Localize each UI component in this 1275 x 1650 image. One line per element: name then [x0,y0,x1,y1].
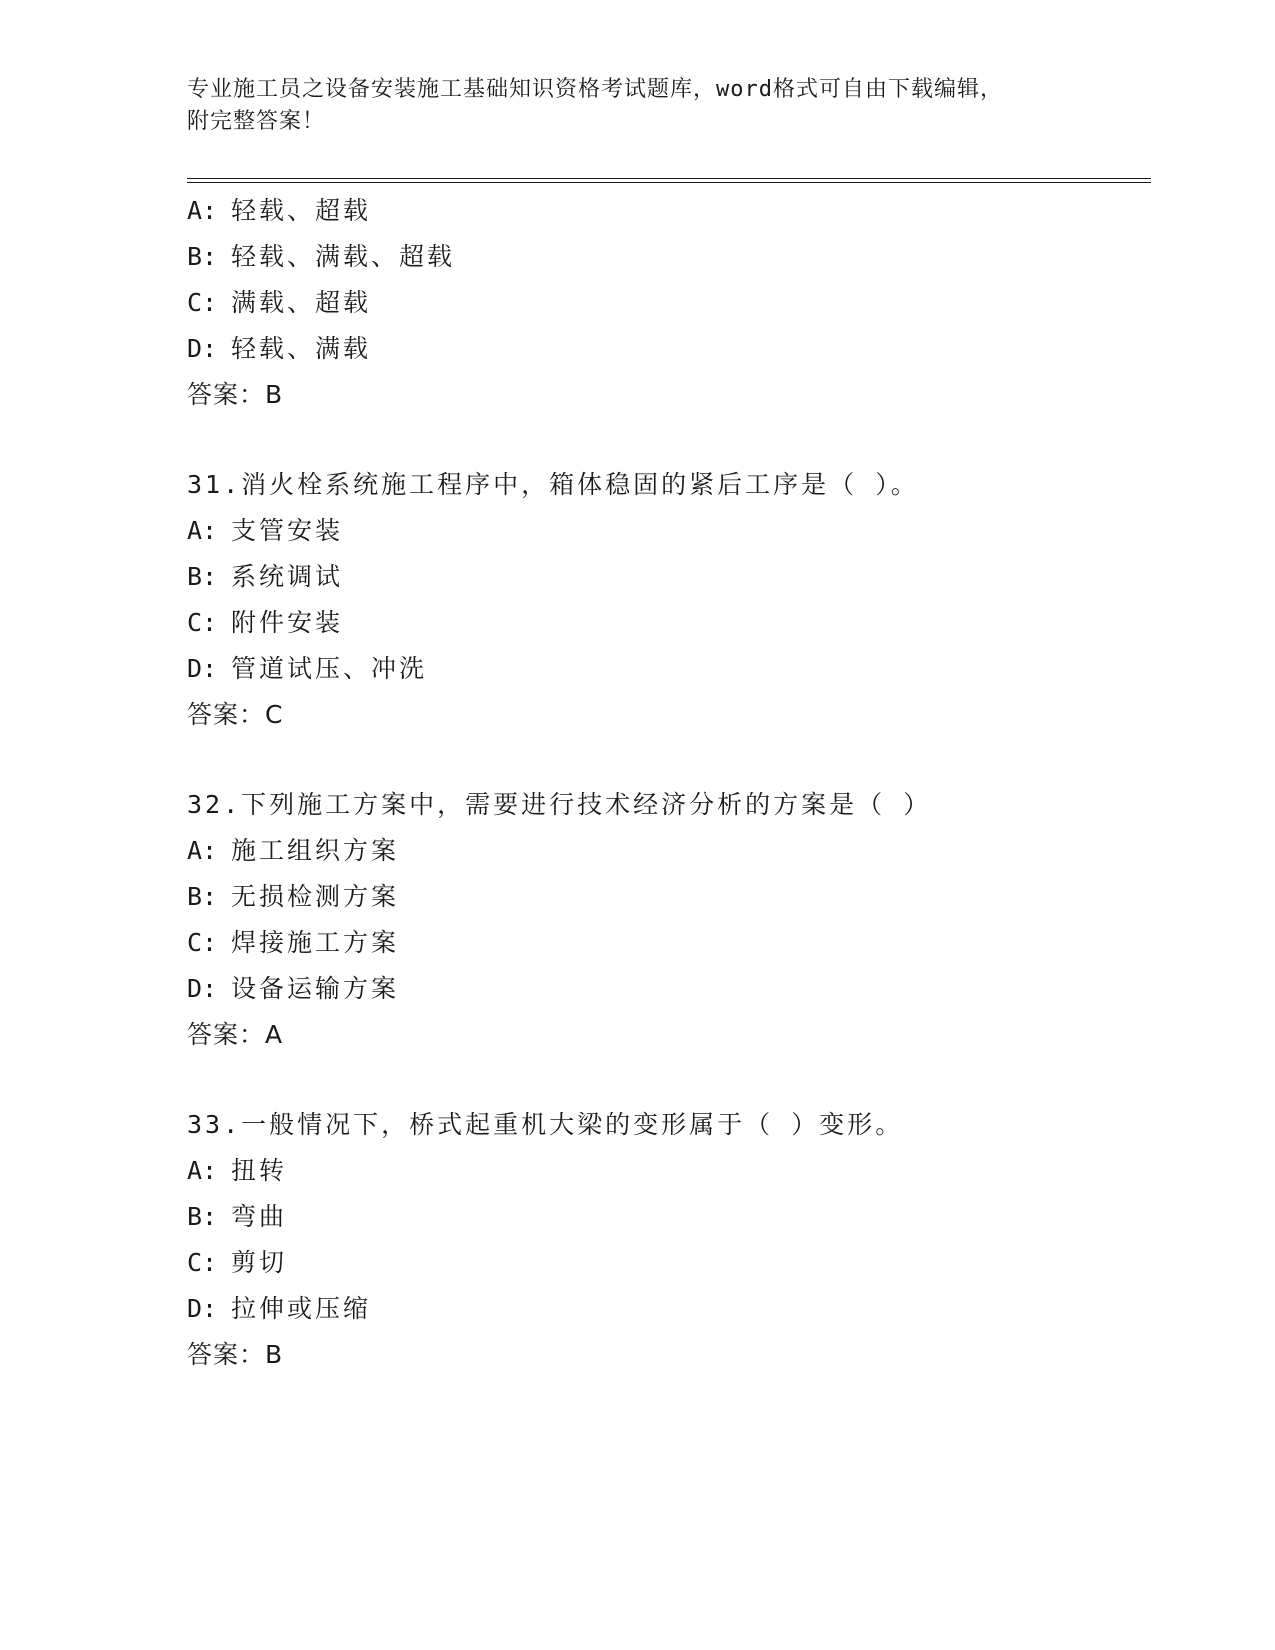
option-text: 施工组织方案 [231,836,400,865]
answer-line: 答案：B [187,380,284,409]
option-text: 拉伸或压缩 [231,1294,372,1323]
option-text: 附件安装 [231,608,344,637]
option-letter: A: [187,836,218,865]
option-text: 管道试压、冲洗 [231,654,428,683]
option-letter: D: [187,974,218,1003]
option-text: 轻载、满载、超载 [231,242,456,271]
option-a [187,188,1147,234]
option-text: 轻载、满载 [231,334,372,363]
option-a [187,828,1147,874]
option-letter: B: [187,242,218,271]
option-text: 支管安装 [231,516,344,545]
option-text: 扭转 [231,1156,288,1185]
question-block-31 [187,462,1147,738]
option-text: 设备运输方案 [231,974,400,1003]
option-d [187,646,1147,692]
option-letter: B: [187,562,218,591]
option-letter: D: [187,654,218,683]
option-text: 弯曲 [231,1202,288,1231]
question-block-32 [187,782,1147,1058]
option-b [187,234,1147,280]
option-text: 轻载、超载 [231,196,372,225]
answer-line: 答案：A [187,1020,284,1049]
option-letter: A: [187,1156,218,1185]
option-letter: A: [187,196,218,225]
question-stem: 32.下列施工方案中，需要进行技术经济分析的方案是（ ） [187,790,932,819]
option-text: 满载、超载 [231,288,372,317]
header-divider-bottom [187,182,1151,183]
option-letter: C: [187,1248,218,1277]
option-letter: C: [187,608,218,637]
option-d [187,966,1147,1012]
header-title-line-1: 专业施工员之设备安装施工基础知识资格考试题库，word格式可自由下载编辑， [187,77,1003,102]
option-text: 剪切 [231,1248,288,1277]
question-block-33 [187,1102,1147,1378]
option-text: 焊接施工方案 [231,928,400,957]
option-text: 无损检测方案 [231,882,400,911]
option-c [187,600,1147,646]
spacer [187,1058,1147,1102]
option-c [187,1240,1147,1286]
option-text: 系统调试 [231,562,344,591]
question-stem: 31.消火栓系统施工程序中，箱体稳固的紧后工序是（ ）。 [187,470,919,499]
answer-line: 答案：C [187,700,284,729]
option-b [187,1194,1147,1240]
header-divider-top [187,178,1151,179]
option-a [187,508,1147,554]
option-letter: D: [187,334,218,363]
spacer [187,418,1147,462]
answer-line: 答案：B [187,1340,284,1369]
option-b [187,554,1147,600]
option-letter: A: [187,516,218,545]
document-header [187,74,1087,138]
option-letter: B: [187,1202,218,1231]
option-d [187,326,1147,372]
question-block-continued [187,188,1147,418]
spacer [187,738,1147,782]
option-letter: C: [187,928,218,957]
question-stem: 33.一般情况下，桥式起重机大梁的变形属于（ ）变形。 [187,1110,904,1139]
option-d [187,1286,1147,1332]
question-list [187,188,1147,1378]
option-letter: B: [187,882,218,911]
option-c [187,280,1147,326]
option-a [187,1148,1147,1194]
option-c [187,920,1147,966]
header-title-line-2: 附完整答案！ [187,109,326,134]
option-letter: D: [187,1294,218,1323]
option-letter: C: [187,288,218,317]
option-b [187,874,1147,920]
